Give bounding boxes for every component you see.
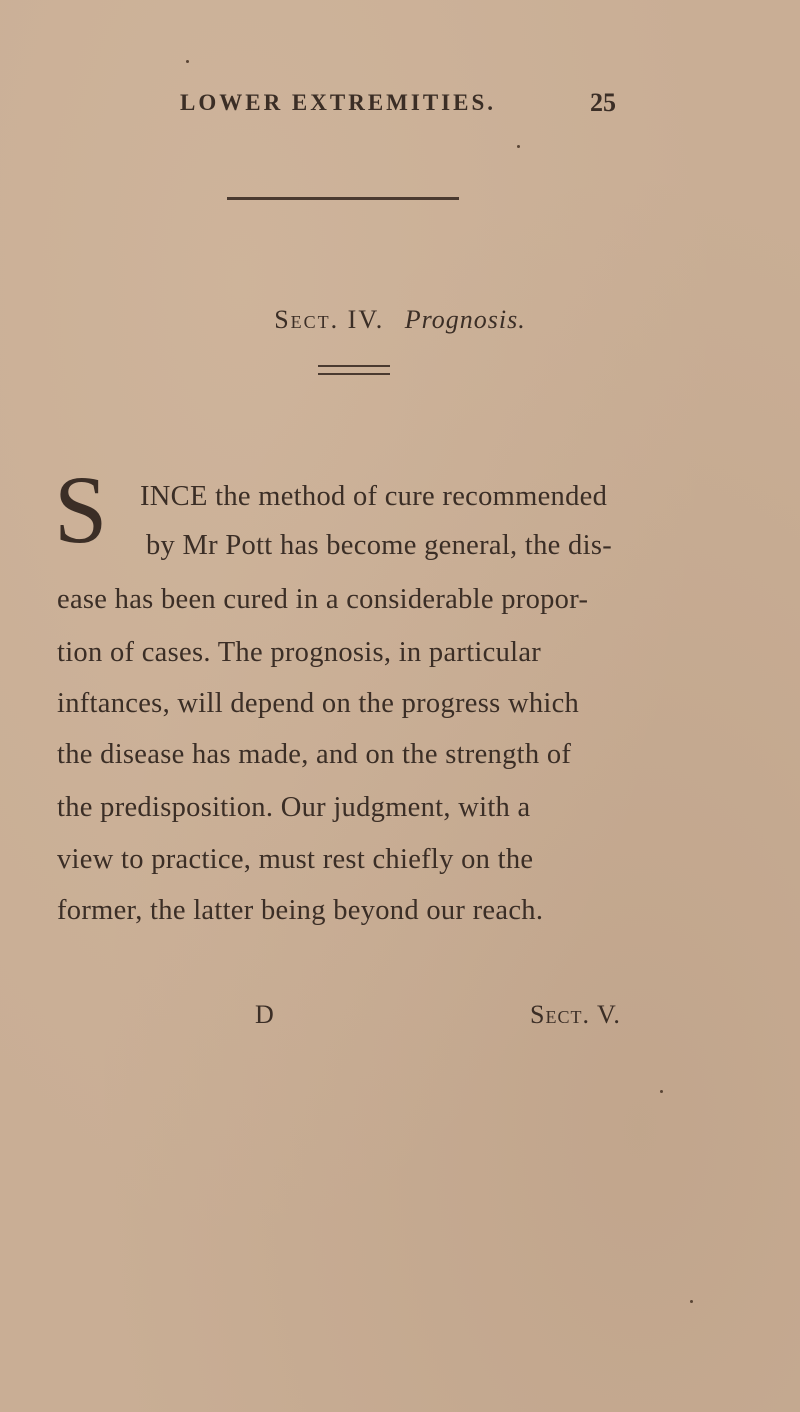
body-line-7: the predisposition. Our judgment, with a bbox=[57, 792, 531, 823]
drop-cap: S bbox=[54, 456, 108, 563]
body-line-1: INCE the method of cure recommended bbox=[140, 481, 608, 512]
body-line-5: inftances, will depend on the progress which bbox=[57, 688, 580, 719]
top-rule bbox=[227, 197, 459, 200]
running-head-title: LOWER EXTREMITIES. bbox=[180, 90, 497, 115]
paper-speck bbox=[690, 1300, 693, 1303]
section-label: Sect. IV. bbox=[274, 305, 385, 334]
paper-speck bbox=[660, 1090, 663, 1093]
body-line-8: view to practice, must rest chiefly on the bbox=[57, 844, 534, 875]
body-line-3: ease has been cured in a considerable propor- bbox=[57, 584, 589, 615]
catchword: Sect. V. bbox=[530, 1000, 621, 1029]
section-heading bbox=[0, 305, 800, 335]
page-number: 25 bbox=[590, 88, 616, 117]
double-rule bbox=[318, 365, 390, 375]
running-head bbox=[180, 90, 620, 130]
body-line-2: by Mr Pott has become general, the dis- bbox=[146, 530, 613, 561]
paper-speck bbox=[517, 145, 520, 148]
body-line-9: former, the latter being beyond our reach. bbox=[57, 895, 544, 926]
paper-speck bbox=[186, 60, 189, 63]
body-line-6: the disease has made, and on the strength of bbox=[57, 739, 572, 770]
body-line-4: tion of cases. The prognosis, in particular bbox=[57, 637, 542, 668]
section-title: Prognosis. bbox=[404, 305, 526, 334]
signature-mark: D bbox=[255, 1000, 274, 1029]
